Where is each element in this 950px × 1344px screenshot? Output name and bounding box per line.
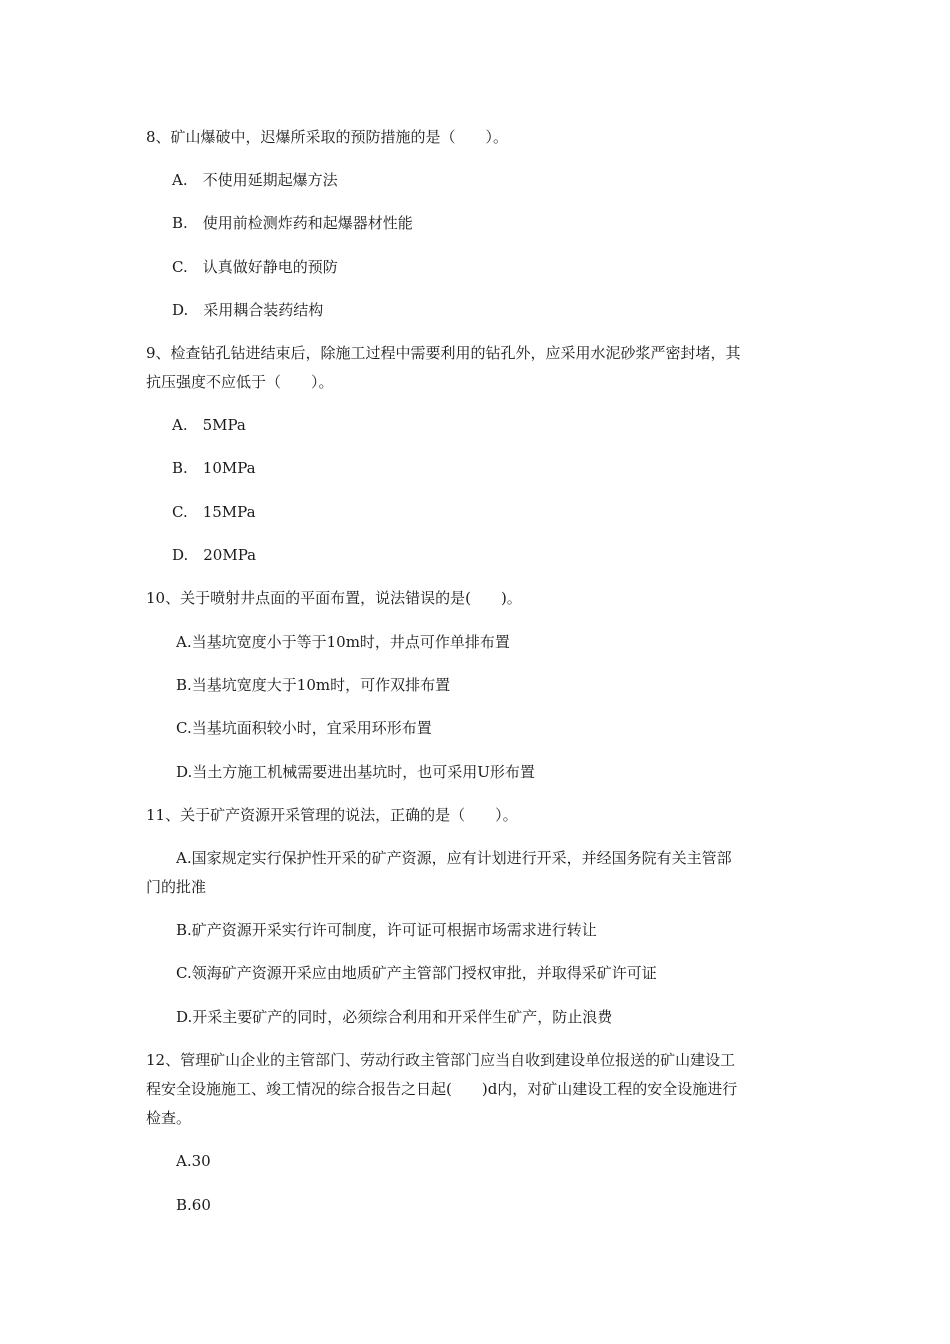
question-8-option-a: A. 不使用延期起爆方法 xyxy=(172,171,338,189)
question-11-option-a-line-1: A.国家规定实行保护性开采的矿产资源，应有计划进行开采，并经国务院有关主管部 xyxy=(176,849,732,867)
question-9-option-d: D. 20MPa xyxy=(172,546,257,564)
question-10-option-a: A.当基坑宽度小于等于10m时，井点可作单排布置 xyxy=(176,633,510,651)
question-10-option-d: D.当土方施工机械需要进出基坑时，也可采用U形布置 xyxy=(176,763,535,781)
question-12-stem-line-3: 检查。 xyxy=(146,1109,192,1127)
question-9-stem-line-2: 抗压强度不应低于（ ）。 xyxy=(146,373,334,391)
question-12-option-b: B.60 xyxy=(176,1196,211,1214)
question-9-option-b: B. 10MPa xyxy=(172,459,256,477)
question-8-option-c: C. 认真做好静电的预防 xyxy=(172,258,338,276)
question-8-stem: 8、矿山爆破中，迟爆所采取的预防措施的是（ ）。 xyxy=(146,128,509,146)
question-11-option-b: B.矿产资源开采实行许可制度，许可证可根据市场需求进行转让 xyxy=(176,921,597,939)
question-9-option-a: A. 5MPa xyxy=(172,416,246,434)
question-8-option-b: B. 使用前检测炸药和起爆器材性能 xyxy=(172,214,413,232)
question-11-stem: 11、关于矿产资源开采管理的说法，正确的是（ ）。 xyxy=(146,806,518,824)
question-11-option-c: C.领海矿产资源开采应由地质矿产主管部门授权审批，并取得采矿许可证 xyxy=(176,964,657,982)
question-12-stem-line-1: 12、管理矿山企业的主管部门、劳动行政主管部门应当自收到建设单位报送的矿山建设工 xyxy=(146,1051,736,1069)
question-11-option-d: D.开采主要矿产的同时，必须综合利用和开采伴生矿产，防止浪费 xyxy=(176,1008,613,1026)
question-8-option-d: D. 采用耦合装药结构 xyxy=(172,301,324,319)
question-10-stem: 10、关于喷射井点面的平面布置，说法错误的是( )。 xyxy=(146,589,522,607)
question-12-option-a: A.30 xyxy=(176,1152,211,1170)
question-9-option-c: C. 15MPa xyxy=(172,503,256,521)
question-9-stem-line-1: 9、检查钻孔钻进结束后，除施工过程中需要利用的钻孔外，应采用水泥砂浆严密封堵，其 xyxy=(146,344,741,362)
question-10-option-b: B.当基坑宽度大于10m时，可作双排布置 xyxy=(176,676,451,694)
question-12-stem-line-2: 程安全设施施工、竣工情况的综合报告之日起( )d内，对矿山建设工程的安全设施进行 xyxy=(146,1080,738,1098)
question-10-option-c: C.当基坑面积较小时，宜采用环形布置 xyxy=(176,719,432,737)
question-11-option-a-line-2: 门的批准 xyxy=(146,878,207,896)
